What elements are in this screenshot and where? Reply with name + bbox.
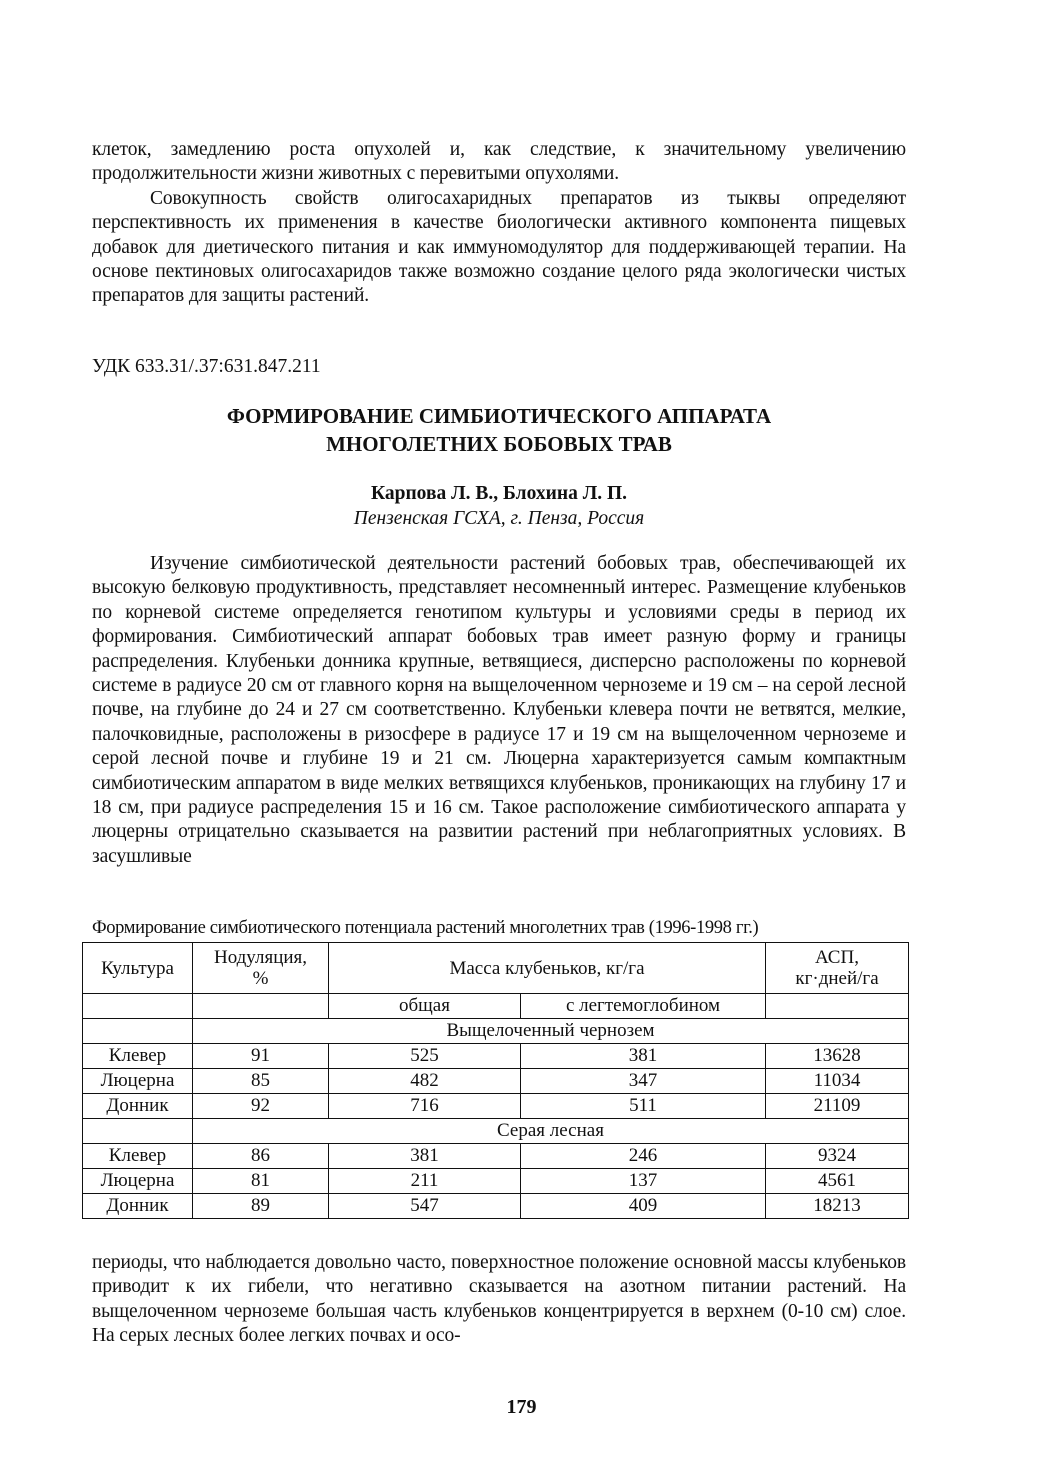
cell-mass-leghemo: 347 — [521, 1069, 766, 1094]
cell-mass-leghemo: 511 — [521, 1094, 766, 1119]
affiliation: Пензенская ГСХА, г. Пенза, Россия — [353, 508, 645, 529]
section-title: Серая лесная — [193, 1119, 909, 1144]
cell-culture: Клевер — [83, 1144, 193, 1169]
intro-text — [92, 138, 906, 309]
cell-culture: Донник — [83, 1194, 193, 1219]
section-title: Выщелоченный чернозем — [193, 1019, 909, 1044]
cell-mass-total: 211 — [329, 1169, 521, 1194]
cell-nodulation: 85 — [193, 1069, 329, 1094]
title-line-2: МНОГОЛЕТНИХ БОБОВЫХ ТРАВ — [326, 432, 672, 456]
intro-paragraph-1: клеток, замедлению роста опухолей и, как следствие, к значительному увеличению продолжительности жизни животных с перевитыми опухолями. — [92, 139, 906, 185]
cell-mass-total: 547 — [329, 1194, 521, 1219]
empty-cell — [83, 1019, 193, 1044]
table-row — [83, 1044, 909, 1069]
empty-cell — [83, 994, 193, 1019]
header-nodulation-line-1: Нодуляция, — [213, 947, 308, 968]
section-row — [83, 1019, 909, 1044]
header-leghemo: с легтемоглобином — [521, 994, 766, 1019]
header-asp — [766, 943, 909, 994]
cell-asp: 4561 — [766, 1169, 909, 1194]
header-asp-line-1: АСП, — [815, 947, 859, 968]
cell-nodulation: 81 — [193, 1169, 329, 1194]
cell-culture: Донник — [83, 1094, 193, 1119]
header-asp-line-2: кг·дней/га — [795, 968, 879, 989]
cell-mass-total: 525 — [329, 1044, 521, 1069]
table-caption: Формирование симбиотического потенциала растений многолетних трав (1996-1998 гг.) — [92, 918, 759, 938]
cell-mass-leghemo: 381 — [521, 1044, 766, 1069]
header-total: общая — [329, 994, 521, 1019]
title-line-1: ФОРМИРОВАНИЕ СИМБИОТИЧЕСКОГО АППАРАТА — [226, 404, 772, 428]
data-table — [82, 942, 909, 1219]
article-body — [92, 552, 906, 869]
header-nodulation-line-2: % — [252, 968, 269, 989]
header-nodulation — [193, 943, 329, 994]
cell-mass-total: 716 — [329, 1094, 521, 1119]
cell-nodulation: 92 — [193, 1094, 329, 1119]
cell-nodulation: 86 — [193, 1144, 329, 1169]
header-mass: Масса клубеньков, кг/га — [329, 943, 766, 994]
header-culture: Культура — [83, 943, 193, 994]
empty-cell — [193, 994, 329, 1019]
cell-asp: 13628 — [766, 1044, 909, 1069]
table-row — [83, 1194, 909, 1219]
table-row — [83, 1169, 909, 1194]
table-row — [83, 1094, 909, 1119]
article-title — [92, 402, 906, 458]
authors: Карпова Л. В., Блохина Л. П. — [370, 483, 628, 504]
cell-culture: Клевер — [83, 1044, 193, 1069]
table-row — [83, 1069, 909, 1094]
section-row — [83, 1119, 909, 1144]
cell-mass-total: 482 — [329, 1069, 521, 1094]
body-paragraph: Изучение симбиотической деятельности растений бобовых трав, обеспечивающей их высокую белковую продуктивность, представляет несомненный интерес. Размещение клубеньков по корневой системе определяется генотипом культуры и условиями среды в период их формирования. Симбиотический аппарат бобовых трав имеет разную форму и границы распределения. Клубеньки донника крупные, ветвящиеся, дисперсно расположены по корневой системе в радиусе 20 см от главного корня на выщелоченном черноземе и 19 см – на серой лесной почве, на глубине до 24 и 27 см соответственно. Клубеньки клевера почти не ветвятся, мелкие, палочковидные, расположены в ризосфере в радиусе 17 и 19 см на выщелоченном черноземе и серой лесной почве и глубине 19 и 21 см. Люцерна характеризуется самым компактным симбиотическим аппаратом в виде мелких ветвящихся клубеньков, проникающих на глубину 17 и 18 см, при радиусе распределения 15 и 16 см. Такое расположение симбиотического аппарата у люцерны отрицательно сказывается на развитии растений при неблагоприятных условиях. В засушливые — [92, 553, 906, 867]
cell-nodulation: 89 — [193, 1194, 329, 1219]
cell-asp: 21109 — [766, 1094, 909, 1119]
cell-asp: 9324 — [766, 1144, 909, 1169]
cell-asp: 11034 — [766, 1069, 909, 1094]
page-number: 179 — [506, 1396, 537, 1418]
cell-mass-total: 381 — [329, 1144, 521, 1169]
cell-mass-leghemo: 246 — [521, 1144, 766, 1169]
table-row — [83, 1144, 909, 1169]
udk-code: УДК 633.31/.37:631.847.211 — [92, 356, 321, 377]
empty-cell — [83, 1119, 193, 1144]
cell-nodulation: 91 — [193, 1044, 329, 1069]
subheader-row — [83, 994, 909, 1019]
cell-mass-leghemo: 137 — [521, 1169, 766, 1194]
intro-paragraph-2: Совокупность свойств олигосахаридных препаратов из тыквы определяют перспективность их применения в качестве биологически активного компонента пищевых добавок для диетического питания и как иммуномодулятор для поддерживающей терапии. На основе пектиновых олигосахаридов также возможно создание целого ряда экологически чистых препаратов для защиты растений. — [92, 187, 906, 307]
header-row — [83, 943, 909, 994]
continuation-text — [92, 1251, 906, 1349]
cell-mass-leghemo: 409 — [521, 1194, 766, 1219]
cell-culture: Люцерна — [83, 1169, 193, 1194]
continuation-paragraph: периоды, что наблюдается довольно часто, поверхностное положение основной массы клубеньков приводит к их гибели, что негативно сказывается на азотном питании растений. На выщелоченном черноземе большая часть клубеньков концентрируется в верхнем (0-10 см) слое. На серых лесных более легких почвах и осо- — [92, 1252, 906, 1347]
cell-asp: 18213 — [766, 1194, 909, 1219]
cell-culture: Люцерна — [83, 1069, 193, 1094]
empty-cell — [766, 994, 909, 1019]
